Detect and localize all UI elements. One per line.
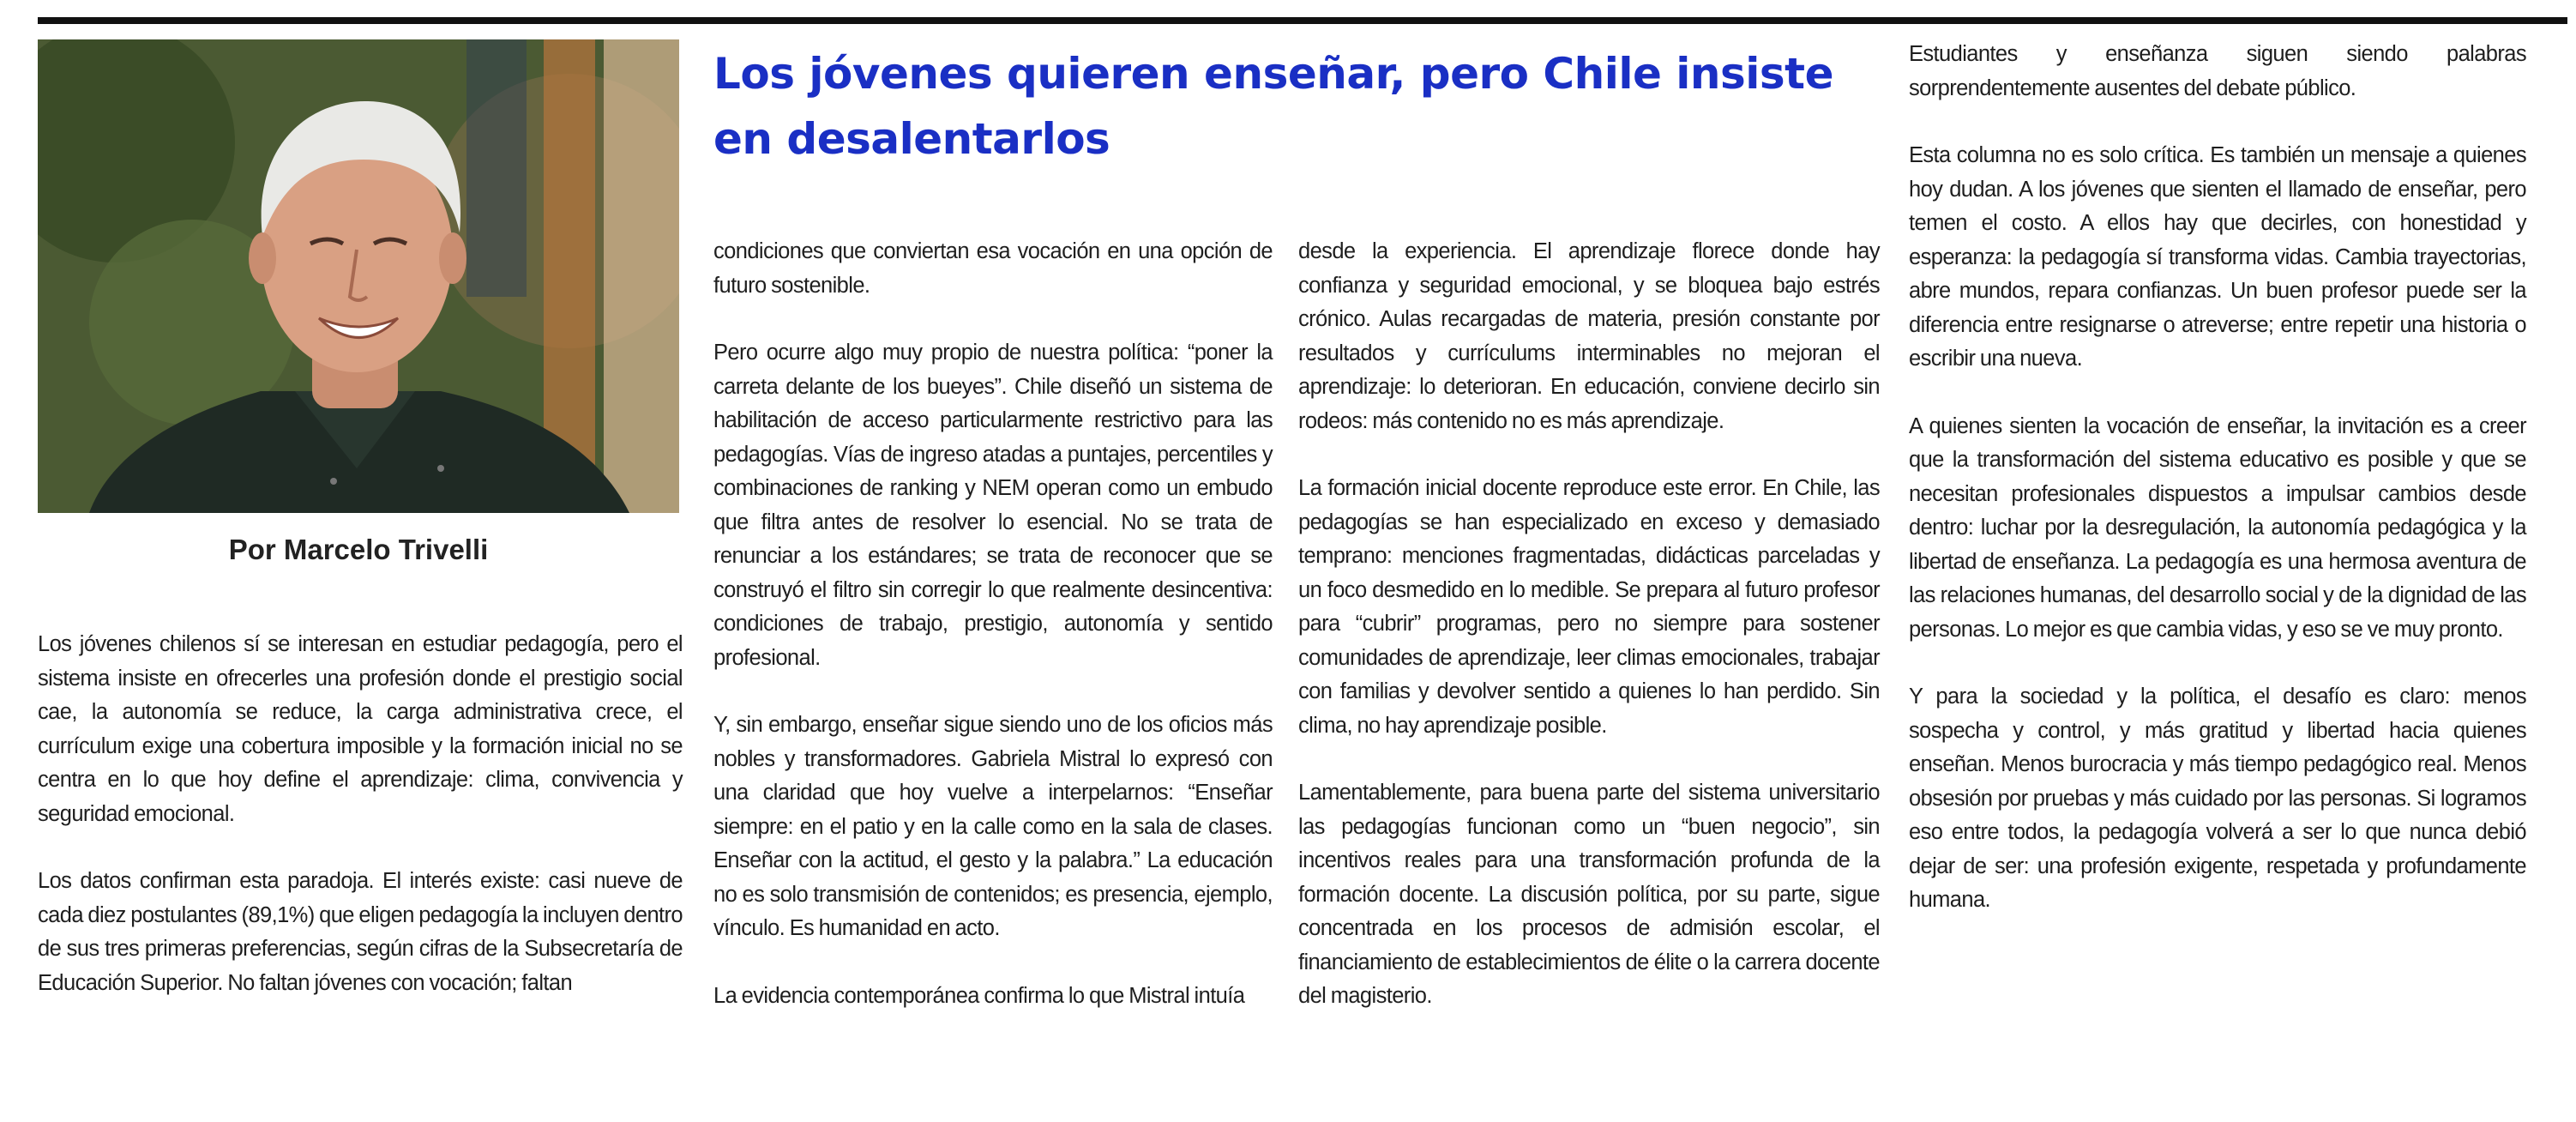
paragraph: desde la experiencia. El aprendizaje florece donde hay confianza y seguridad emocional, y se bloquea bajo estrés crónico. Aulas recargadas de materia, presión constante por resultados y currículums interminables no mejoran el aprendizaje: lo deterioran. En educación, conviene decirlo sin rodeos: más contenido no es más aprendizaje. bbox=[1298, 239, 1880, 433]
paragraph: Los datos confirman esta paradoja. El interés existe: casi nueve de cada diez postulantes (89,1%) que eligen pedagogía la incluyen dentro de sus tres primeras preferencias, según cifras de la Subsecretaría de Educación Superior. No faltan jóvenes con vocación; faltan bbox=[38, 869, 683, 995]
paragraph: La evidencia contemporánea confirma lo que Mistral intuía bbox=[713, 983, 1245, 1008]
paragraph: Los jóvenes chilenos sí se interesan en estudiar pedagogía, pero el sistema insiste en ofrecerles una profesión donde el prestigio social cae, la autonomía se reduce, la carga administrativa crece, el currículum exige una cobertura imposible y la formación inicial no se centra en lo que hoy define el aprendizaje: clima, convivencia y seguridad emocional. bbox=[38, 632, 683, 826]
top-rule bbox=[38, 17, 2567, 24]
paragraph: Y para la sociedad y la política, el desafío es claro: menos sospecha y control, y más gratitud y libertad hacia quienes enseñan. Menos burocracia y más tiempo pedagógico real. Menos obsesión por pruebas y más cuidado por las personas. Si logramos eso entre todos, la pedagogía volverá a ser lo que nunca debió dejar de ser: una profesión exigente, respetada y profundamente humana. bbox=[1909, 685, 2526, 912]
paragraph: Esta columna no es solo crítica. Es también un mensaje a quienes hoy dudan. A los jóvenes que sienten el llamado de enseñar, pero temen el costo. A ellos hay que decirles, con honestidad y esperanza: la pedagogía sí transforma vidas. Cambia trayectorias, abre mundos, repara confianzas. Un buen profesor puede ser la diferencia entre resignarse o atreverse; entre repetir una historia o escribir una nueva. bbox=[1909, 143, 2526, 371]
paragraph: Y, sin embargo, enseñar sigue siendo uno de los oficios más nobles y transformadores. Gabriela Mistral lo expresó con una claridad que hoy vuelve a interpelarnos: “Enseñar siempre: en el patio y en la calle como en la sala de clases. Enseñar con la actitud, el gesto y la palabra.” La educación no es solo transmisión de contenidos; es presencia, ejemplo, vínculo. Es humanidad en acto. bbox=[713, 713, 1273, 940]
paragraph: A quienes sienten la vocación de enseñar, la invitación es a creer que la transformación del sistema educativo es posible y que se necesitan profesionales dispuestos a impulsar cambios desde dentro: luchar por la desregulación, la autonomía pedagógica y la libertad de enseñanza. La pedagogía es una hermosa aventura de las relaciones humanas, del desarrollo social y de la dignidad de las personas. Lo mejor es que cambia vidas, y eso se ve muy pronto. bbox=[1909, 413, 2526, 642]
article-column-2 bbox=[713, 235, 1273, 1013]
article-column-1 bbox=[38, 628, 683, 1000]
paragraph: Lamentablemente, para buena parte del sistema universitario las pedagogías funcionan como un “buen negocio”, sin incentivos reales para una transformación profunda de la formación docente. La discusión política, por su parte, sigue concentrada en los procesos de admisión escolar, el financiamiento de establecimientos de élite o la carrera docente del magisterio. bbox=[1298, 781, 1880, 1008]
paragraph: condiciones que conviertan esa vocación en una opción de futuro sostenible. bbox=[713, 239, 1273, 298]
paragraph: Estudiantes y enseñanza siguen siendo palabras sorprendentemente ausentes del debate público. bbox=[1909, 42, 2526, 100]
article-column-4 bbox=[1909, 38, 2526, 918]
paragraph: Pero ocurre algo muy propio de nuestra política: “poner la carreta delante de los bueyes”. Chile diseñó un sistema de habilitación de acceso particularmente restrictivo para las pedagogías. Vías de ingreso atadas a puntajes, percentiles y combinaciones de ranking y NEM operan como un embudo que filtra antes de resolver lo esencial. No se trata de renunciar a los estándares; se trata de reconocer que se construyó el filtro sin corregir lo que realmente desincentiva: condiciones de trabajo, prestigio, autonomía y sentido profesional. bbox=[713, 341, 1273, 670]
author-byline: Por Marcelo Trivelli bbox=[228, 534, 489, 565]
paragraph: La formación inicial docente reproduce este error. En Chile, las pedagogías se han especializado en exceso y demasiado temprano: menciones fragmentadas, didácticas parceladas y un foco desmedido en lo medible. Se prepara al futuro profesor para “cubrir” programas, pero no siempre para sostener comunidades de aprendizaje, leer climas emocionales, trabajar con familias y devolver sentido a quienes lo han perdido. Sin clima, no hay aprendizaje posible. bbox=[1298, 476, 1880, 738]
article-column-3 bbox=[1298, 235, 1880, 1014]
article-headline: Los jóvenes quieren enseñar, pero Chile insiste en desalentarlos bbox=[713, 49, 1833, 164]
author-photo bbox=[38, 39, 679, 513]
